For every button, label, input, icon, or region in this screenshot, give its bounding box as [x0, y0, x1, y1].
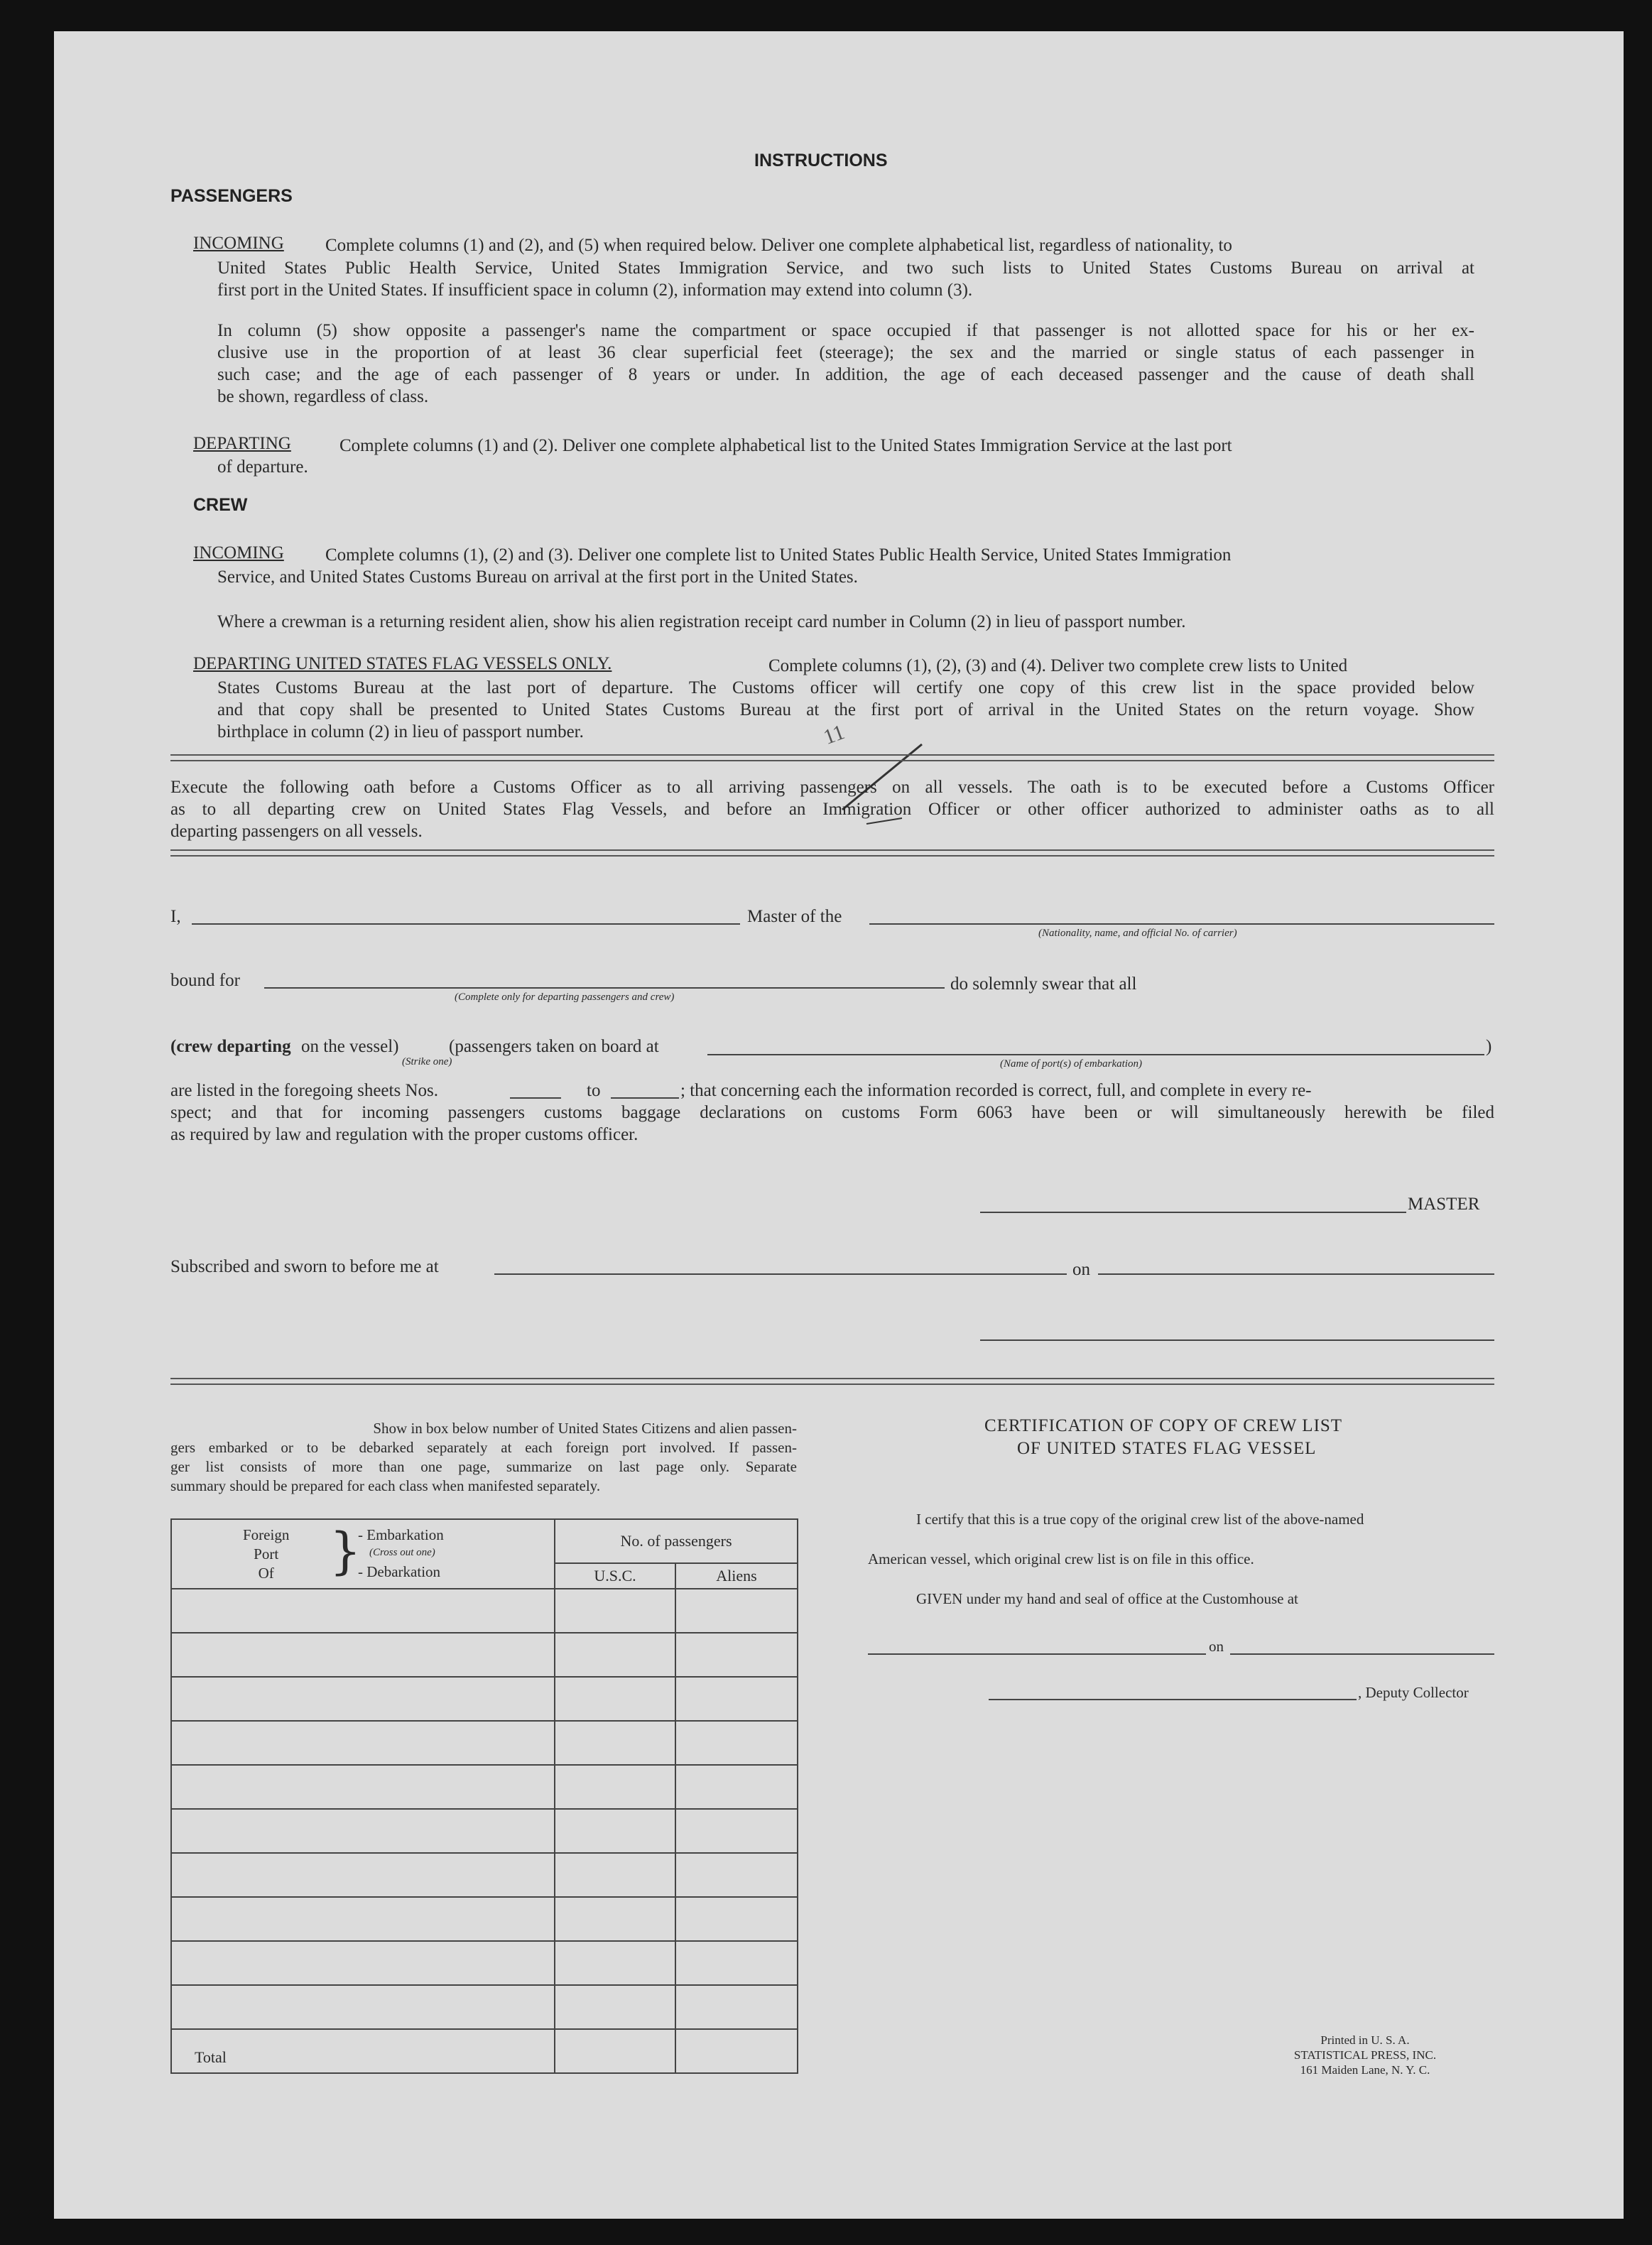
usc-cell[interactable] — [555, 1633, 675, 1677]
given-line: GIVEN under my hand and seal of office at the Customhouse at — [916, 1590, 1298, 1607]
total-label: Total — [171, 2029, 555, 2073]
table-row — [171, 1897, 798, 1941]
port-cell[interactable] — [171, 1985, 555, 2029]
usc-cell[interactable] — [555, 1897, 675, 1941]
carrier-hint: (Nationality, name, and official No. of carrier) — [1038, 928, 1237, 939]
aliens-total-cell[interactable] — [675, 2029, 798, 2073]
sworn-date-field[interactable] — [1098, 1273, 1494, 1275]
passenger-summary-table — [170, 1518, 798, 2074]
brace-icon: } — [330, 1522, 362, 1580]
usc-header: U.S.C. — [555, 1563, 675, 1589]
oath-text-line1: ; that concerning each the information recorded is correct, full, and complete in every re- — [680, 1081, 1312, 1100]
table-row — [171, 1985, 798, 2029]
usc-cell[interactable] — [555, 1853, 675, 1897]
certify-line2: American vessel, which original crew list is on file in this office. — [868, 1550, 1254, 1567]
crew-incoming-label: INCOMING — [193, 543, 284, 562]
cross-out-hint: (Cross out one) — [369, 1547, 435, 1558]
usc-cell[interactable] — [555, 1809, 675, 1853]
handwritten-mark: 11 — [820, 720, 848, 749]
embarkation-ports-field[interactable] — [707, 1054, 1484, 1055]
master-signature-field[interactable] — [980, 1212, 1406, 1213]
section-divider-1 — [170, 754, 1494, 761]
crew-incoming-text-line2: Service, and United States Customs Bureau on arrival at the first port in the United States. — [217, 567, 858, 587]
table-row-total — [171, 2029, 798, 2073]
certification-date-field[interactable] — [1230, 1653, 1494, 1655]
aliens-cell[interactable] — [675, 1721, 798, 1765]
usc-cell[interactable] — [555, 1721, 675, 1765]
port-cell[interactable] — [171, 1765, 555, 1809]
aliens-cell[interactable] — [675, 1809, 798, 1853]
deputy-signature-field[interactable] — [989, 1699, 1357, 1700]
oath-i-label: I, — [170, 907, 181, 926]
usc-cell[interactable] — [555, 1677, 675, 1721]
crew-departing-text-line1: Complete columns (1), (2), (3) and (4). Deliver two complete crew lists to United — [768, 656, 1348, 675]
cert-on-label: on — [1209, 1638, 1224, 1655]
bound-for-field[interactable] — [264, 987, 945, 989]
certify-line1: I certify that this is a true copy of the original crew list of the above-named — [916, 1511, 1364, 1528]
crew-departing-label: DEPARTING UNITED STATES FLAG VESSELS ONLY. — [193, 654, 612, 673]
on-the-vessel-label: on the vessel) — [301, 1037, 399, 1056]
aliens-cell[interactable] — [675, 1677, 798, 1721]
passengers-departing-text: Complete columns (1) and (2). Deliver one complete alphabetical list to the United States Immigration Service at the last port — [339, 436, 1232, 455]
embarkation-option[interactable]: - Embarkation — [358, 1526, 444, 1543]
port-header-cell — [171, 1519, 555, 1589]
usc-total-cell[interactable] — [555, 2029, 675, 2073]
table-row — [171, 1853, 798, 1897]
printer-line1: Printed in U. S. A. — [1320, 2033, 1410, 2047]
passengers-incoming-label: INCOMING — [193, 234, 284, 253]
aliens-cell[interactable] — [675, 1897, 798, 1941]
ports-hint: (Name of port(s) of embarkation) — [1000, 1058, 1142, 1070]
table-row — [171, 1941, 798, 1985]
passengers-incoming-text-line1: Complete columns (1) and (2), and (5) when required below. Deliver one complete alphabetical list, regardless of nationality, to — [325, 236, 1232, 255]
printer-imprint — [1273, 2033, 1457, 2077]
table-row — [171, 1633, 798, 1677]
table-row — [171, 1589, 798, 1633]
no-passengers-header: No. of passengers — [555, 1519, 798, 1563]
port-word: Port — [254, 1545, 279, 1562]
aliens-cell[interactable] — [675, 1589, 798, 1633]
aliens-cell[interactable] — [675, 1765, 798, 1809]
section-divider-2 — [170, 849, 1494, 857]
passengers-departing-text-line2: of departure. — [217, 457, 308, 477]
master-of-the-label: Master of the — [747, 907, 842, 926]
table-row — [171, 1677, 798, 1721]
certification-title-line1: CERTIFICATION OF COPY OF CREW LIST — [984, 1416, 1343, 1435]
crew-departing-option[interactable]: (crew departing — [170, 1037, 291, 1056]
master-name-field[interactable] — [192, 923, 740, 925]
aliens-cell[interactable] — [675, 1941, 798, 1985]
customhouse-place-field[interactable] — [868, 1653, 1206, 1655]
swear-label: do solemnly swear that all — [950, 974, 1137, 994]
instructions-title: INSTRUCTIONS — [754, 151, 888, 170]
usc-cell[interactable] — [555, 1941, 675, 1985]
master-label: MASTER — [1408, 1195, 1480, 1214]
port-cell[interactable] — [171, 1589, 555, 1633]
aliens-cell[interactable] — [675, 1853, 798, 1897]
officer-signature-field[interactable] — [980, 1339, 1494, 1341]
sheets-prefix: are listed in the foregoing sheets Nos. — [170, 1081, 438, 1100]
printer-line3: 161 Maiden Lane, N. Y. C. — [1300, 2063, 1430, 2077]
certification-title-line2: OF UNITED STATES FLAG VESSEL — [1017, 1439, 1317, 1458]
carrier-field[interactable] — [869, 923, 1494, 925]
strike-one-hint: (Strike one) — [402, 1056, 452, 1067]
port-cell[interactable] — [171, 1677, 555, 1721]
sworn-on-label: on — [1072, 1260, 1090, 1279]
passengers-heading: PASSENGERS — [170, 186, 293, 206]
sheets-to-label: to — [587, 1081, 601, 1100]
passengers-departing-label: DEPARTING — [193, 434, 291, 453]
table-row — [171, 1721, 798, 1765]
crew-heading: CREW — [193, 495, 248, 515]
port-cell[interactable] — [171, 1853, 555, 1897]
crew-departing-text: States Customs Bureau at the last port of departure. The Customs officer will certify one copy of this crew list in the space provided below and that copy shall be presented to United States Customs Bureau at the first port of arrival in the United States on the return voyage. Show birthplace in column (2) in lieu of passport number. — [217, 678, 1474, 741]
of-word: Of — [258, 1565, 274, 1582]
table-row — [171, 1765, 798, 1809]
section-divider-3 — [170, 1378, 1494, 1385]
oath-text: spect; and that for incoming passengers customs baggage declarations on customs Form 6063 have been or will simultaneously herewith be filed as required by law and regulation with the proper customs officer. — [170, 1103, 1494, 1144]
port-cell[interactable] — [171, 1633, 555, 1677]
printer-line2: STATISTICAL PRESS, INC. — [1293, 2048, 1437, 2062]
deputy-collector-label: , Deputy Collector — [1358, 1684, 1469, 1701]
table-row — [171, 1809, 798, 1853]
passengers-incoming-text: United States Public Health Service, United States Immigration Service, and two such lists to United States Customs Bureau on arrival at first port in the United States. If insufficient space in column (2), information may extend into column (3). — [217, 259, 1474, 300]
crew-alien-note: Where a crewman is a returning resident alien, show his alien registration receipt card number in Column (2) in lieu of passport number. — [217, 612, 1186, 631]
crew-incoming-text-line1: Complete columns (1), (2) and (3). Deliver one complete list to United States Public Health Service, United States Immigration — [325, 545, 1232, 565]
port-cell[interactable] — [171, 1897, 555, 1941]
close-paren: ) — [1486, 1037, 1492, 1056]
usc-cell[interactable] — [555, 1985, 675, 2029]
aliens-header: Aliens — [675, 1563, 798, 1589]
oath-instructions: Execute the following oath before a Customs Officer as to all arriving passengers on all vessels. The oath is to be executed before a Customs Officer as to all departing crew on United States Flag Vessels, and before an Immigration Officer or other officer authorized to administer oaths as to all departing passengers on all vessels. — [170, 778, 1494, 841]
usc-cell[interactable] — [555, 1765, 675, 1809]
passengers-column5-text: In column (5) show opposite a passenger's name the compartment or space occupied if that passenger is not allotted space for his or her ex- clusive use in the proportion of at least 36 clear superficial feet (steerage); the sex and the married or single status of each passenger in such case; and the age of each passenger of 8 years or under. In addition, the age of each deceased passenger and the cause of death shall be shown, regardless of class. — [217, 321, 1474, 406]
sheets-to-field[interactable] — [611, 1097, 679, 1099]
usc-cell[interactable] — [555, 1589, 675, 1633]
bound-for-label: bound for — [170, 971, 240, 990]
foreign-word: Foreign — [243, 1526, 290, 1543]
bound-for-hint: (Complete only for departing passengers and crew) — [455, 991, 675, 1003]
summary-intro: Show in box below number of United States Citizens and alien passen- gers embarked or to be debarked separately at each foreign port involved. If passen- ger list consists of more than one page, summarize on last page only. Separate summary should be prepared for each class when manifested separately. — [170, 1420, 797, 1494]
port-cell[interactable] — [171, 1941, 555, 1985]
debarkation-option[interactable]: - Debarkation — [358, 1563, 441, 1580]
aliens-cell[interactable] — [675, 1633, 798, 1677]
sheets-from-field[interactable] — [510, 1097, 561, 1099]
aliens-cell[interactable] — [675, 1985, 798, 2029]
port-cell[interactable] — [171, 1809, 555, 1853]
sworn-place-field[interactable] — [494, 1273, 1067, 1275]
subscribed-label: Subscribed and sworn to before me at — [170, 1257, 439, 1276]
port-cell[interactable] — [171, 1721, 555, 1765]
passengers-taken-option[interactable]: (passengers taken on board at — [449, 1037, 659, 1056]
